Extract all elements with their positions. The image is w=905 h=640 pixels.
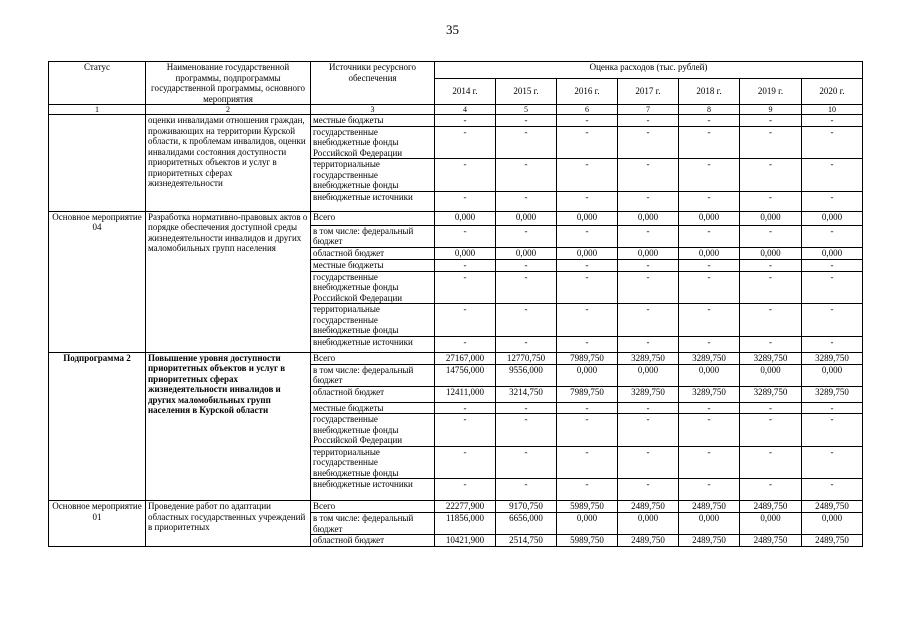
value-cell: -	[679, 402, 740, 414]
table-row	[49, 501, 863, 513]
header-year: 2019 г.	[740, 79, 802, 105]
value-cell: 0,000	[557, 364, 618, 386]
value-cell: -	[496, 259, 557, 271]
value-cell: 0,000	[557, 513, 618, 535]
value-cell: -	[679, 479, 740, 501]
value-cell: 0,000	[496, 247, 557, 259]
value-cell: 5989,750	[557, 501, 618, 513]
value-cell: 0,000	[802, 247, 863, 259]
value-cell: 0,000	[679, 513, 740, 535]
value-cell: -	[802, 225, 863, 247]
source-cell: государственные внебюджетные фонды Российской Федерации	[311, 271, 435, 304]
value-cell: -	[496, 479, 557, 501]
value-cell: 3289,750	[618, 386, 679, 402]
value-cell: 7989,750	[557, 352, 618, 364]
value-cell: 9170,750	[496, 501, 557, 513]
value-cell: -	[802, 159, 863, 192]
value-cell: 2489,750	[740, 501, 802, 513]
value-cell: -	[496, 225, 557, 247]
table-row	[49, 211, 863, 225]
value-cell: -	[679, 259, 740, 271]
value-cell: -	[679, 336, 740, 352]
value-cell: -	[679, 304, 740, 337]
value-cell: 0,000	[435, 247, 496, 259]
value-cell: -	[740, 115, 802, 127]
value-cell: -	[435, 446, 496, 479]
program-name-cell: Проведение работ по адаптации областных государственных учреждений в приоритетных	[146, 501, 311, 547]
expenditure-table	[48, 61, 863, 547]
value-cell: -	[740, 271, 802, 304]
value-cell: -	[802, 336, 863, 352]
value-cell: -	[679, 225, 740, 247]
value-cell: 0,000	[618, 211, 679, 225]
value-cell: 3214,750	[496, 386, 557, 402]
value-cell: 3289,750	[802, 352, 863, 364]
value-cell: 3289,750	[740, 352, 802, 364]
value-cell: 0,000	[802, 513, 863, 535]
header-sources: Источники ресурсного обеспечения	[311, 62, 435, 105]
value-cell: -	[496, 126, 557, 159]
value-cell: -	[435, 115, 496, 127]
value-cell: -	[435, 271, 496, 304]
source-cell: внебюджетные источники	[311, 479, 435, 501]
value-cell: -	[802, 304, 863, 337]
value-cell: -	[557, 259, 618, 271]
value-cell: -	[740, 126, 802, 159]
value-cell: -	[557, 191, 618, 211]
value-cell: -	[496, 304, 557, 337]
value-cell: -	[679, 159, 740, 192]
value-cell: -	[618, 271, 679, 304]
value-cell: -	[435, 304, 496, 337]
value-cell: -	[802, 402, 863, 414]
status-cell: Основное мероприятие 04	[49, 211, 146, 352]
value-cell: -	[557, 271, 618, 304]
value-cell: -	[618, 115, 679, 127]
value-cell: -	[618, 259, 679, 271]
value-cell: -	[740, 259, 802, 271]
value-cell: -	[557, 479, 618, 501]
value-cell: -	[496, 414, 557, 447]
value-cell: 2489,750	[802, 535, 863, 547]
column-number: 1	[49, 105, 146, 115]
value-cell: -	[740, 446, 802, 479]
value-cell: -	[435, 159, 496, 192]
value-cell: -	[802, 259, 863, 271]
value-cell: -	[679, 191, 740, 211]
status-cell	[49, 115, 146, 212]
value-cell: -	[618, 304, 679, 337]
value-cell: 0,000	[740, 513, 802, 535]
source-cell: местные бюджеты	[311, 115, 435, 127]
value-cell: -	[435, 414, 496, 447]
source-cell: областной бюджет	[311, 386, 435, 402]
value-cell: -	[740, 191, 802, 211]
value-cell: 5989,750	[557, 535, 618, 547]
value-cell: 7989,750	[557, 386, 618, 402]
value-cell: 2489,750	[618, 501, 679, 513]
value-cell: -	[496, 402, 557, 414]
value-cell: -	[496, 336, 557, 352]
value-cell: -	[557, 115, 618, 127]
value-cell: 0,000	[557, 211, 618, 225]
value-cell: 22277,900	[435, 501, 496, 513]
value-cell: -	[557, 446, 618, 479]
value-cell: -	[802, 126, 863, 159]
header-name: Наименование государственной программы, подпрограммы государственной программы, основного мероприятия	[146, 62, 311, 105]
source-cell: территориальные государственные внебюджетные фонды	[311, 446, 435, 479]
value-cell: 3289,750	[740, 386, 802, 402]
source-cell: Всего	[311, 501, 435, 513]
program-name-cell: Разработка нормативно-правовых актов о порядке обеспечения доступной среды жизнедеятельности инвалидов и других маломобильных групп населения	[146, 211, 311, 352]
source-cell: внебюджетные источники	[311, 336, 435, 352]
value-cell: 0,000	[740, 247, 802, 259]
source-cell: территориальные государственные внебюджетные фонды	[311, 304, 435, 337]
value-cell: 0,000	[679, 247, 740, 259]
value-cell: -	[435, 259, 496, 271]
value-cell: 2489,750	[740, 535, 802, 547]
value-cell: 3289,750	[618, 352, 679, 364]
value-cell: 11856,000	[435, 513, 496, 535]
header-status: Статус	[49, 62, 146, 105]
column-number: 4	[435, 105, 496, 115]
value-cell: 0,000	[618, 247, 679, 259]
value-cell: -	[557, 126, 618, 159]
value-cell: -	[802, 479, 863, 501]
value-cell: -	[618, 126, 679, 159]
program-name-cell: оценки инвалидами отношения граждан, проживающих на территории Курской области, к проблемам инвалидов, оценки инвалидами состояния доступности приоритетных объектов и услуг в приоритетных сферах жизнедеятельности	[146, 115, 311, 212]
value-cell: -	[679, 115, 740, 127]
program-name-cell: Повышение уровня доступности приоритетных объектов и услуг в приоритетных сферах жизнедеятельности инвалидов и других маломобильных групп населения в Курской области	[146, 352, 311, 501]
source-cell: в том числе: федеральный бюджет	[311, 364, 435, 386]
value-cell: -	[679, 126, 740, 159]
value-cell: -	[802, 191, 863, 211]
source-cell: государственные внебюджетные фонды Российской Федерации	[311, 414, 435, 447]
column-number: 7	[618, 105, 679, 115]
value-cell: -	[618, 402, 679, 414]
value-cell: -	[435, 479, 496, 501]
column-number: 5	[496, 105, 557, 115]
value-cell: -	[435, 126, 496, 159]
header-estimate: Оценка расходов (тыс. рублей)	[435, 62, 863, 79]
value-cell: -	[618, 446, 679, 479]
value-cell: -	[496, 115, 557, 127]
value-cell: 0,000	[435, 211, 496, 225]
source-cell: государственные внебюджетные фонды Российской Федерации	[311, 126, 435, 159]
value-cell: -	[740, 225, 802, 247]
value-cell: -	[740, 479, 802, 501]
value-cell: 14756,000	[435, 364, 496, 386]
value-cell: -	[740, 414, 802, 447]
value-cell: -	[557, 225, 618, 247]
value-cell: 2489,750	[618, 535, 679, 547]
value-cell: 12411,000	[435, 386, 496, 402]
value-cell: -	[740, 336, 802, 352]
value-cell: -	[435, 336, 496, 352]
value-cell: 3289,750	[679, 352, 740, 364]
value-cell: -	[435, 225, 496, 247]
value-cell: -	[496, 271, 557, 304]
value-cell: 0,000	[802, 211, 863, 225]
value-cell: -	[802, 115, 863, 127]
source-cell: областной бюджет	[311, 535, 435, 547]
value-cell: -	[802, 414, 863, 447]
header-year: 2020 г.	[802, 79, 863, 105]
header-year: 2018 г.	[679, 79, 740, 105]
table-row	[49, 115, 863, 127]
value-cell: -	[740, 304, 802, 337]
column-number: 3	[311, 105, 435, 115]
value-cell: 2514,750	[496, 535, 557, 547]
value-cell: -	[557, 336, 618, 352]
value-cell: 12770,750	[496, 352, 557, 364]
value-cell: -	[679, 271, 740, 304]
source-cell: территориальные государственные внебюджетные фонды	[311, 159, 435, 192]
value-cell: 6656,000	[496, 513, 557, 535]
value-cell: 3289,750	[679, 386, 740, 402]
table-row	[49, 352, 863, 364]
value-cell: 0,000	[679, 364, 740, 386]
value-cell: -	[618, 336, 679, 352]
column-number: 6	[557, 105, 618, 115]
value-cell: -	[740, 159, 802, 192]
column-number: 8	[679, 105, 740, 115]
column-number: 10	[802, 105, 863, 115]
value-cell: -	[557, 402, 618, 414]
source-cell: местные бюджеты	[311, 402, 435, 414]
value-cell: -	[618, 414, 679, 447]
value-cell: 2489,750	[679, 535, 740, 547]
value-cell: -	[618, 159, 679, 192]
column-number: 2	[146, 105, 311, 115]
value-cell: -	[496, 159, 557, 192]
value-cell: 10421,900	[435, 535, 496, 547]
header-year: 2014 г.	[435, 79, 496, 105]
value-cell: -	[496, 191, 557, 211]
value-cell: -	[557, 304, 618, 337]
status-cell: Подпрограмма 2	[49, 352, 146, 501]
status-cell: Основное мероприятие 01	[49, 501, 146, 547]
value-cell: -	[802, 271, 863, 304]
header-year: 2016 г.	[557, 79, 618, 105]
value-cell: 2489,750	[679, 501, 740, 513]
value-cell: 9556,000	[496, 364, 557, 386]
header-year: 2015 г.	[496, 79, 557, 105]
value-cell: 0,000	[740, 364, 802, 386]
value-cell: -	[435, 402, 496, 414]
value-cell: 27167,000	[435, 352, 496, 364]
page-number: 35	[446, 22, 459, 37]
value-cell: 0,000	[618, 513, 679, 535]
value-cell: -	[740, 402, 802, 414]
value-cell: 0,000	[740, 211, 802, 225]
value-cell: 0,000	[802, 364, 863, 386]
value-cell: 0,000	[557, 247, 618, 259]
source-cell: местные бюджеты	[311, 259, 435, 271]
source-cell: внебюджетные источники	[311, 191, 435, 211]
column-number: 9	[740, 105, 802, 115]
value-cell: 0,000	[496, 211, 557, 225]
value-cell: -	[618, 225, 679, 247]
value-cell: -	[679, 446, 740, 479]
value-cell: -	[557, 414, 618, 447]
value-cell: 3289,750	[802, 386, 863, 402]
source-cell: Всего	[311, 211, 435, 225]
value-cell: -	[618, 479, 679, 501]
source-cell: областной бюджет	[311, 247, 435, 259]
header-year: 2017 г.	[618, 79, 679, 105]
value-cell: -	[679, 414, 740, 447]
value-cell: -	[435, 191, 496, 211]
source-cell: в том числе: федеральный бюджет	[311, 225, 435, 247]
value-cell: -	[496, 446, 557, 479]
source-cell: Всего	[311, 352, 435, 364]
source-cell: в том числе: федеральный бюджет	[311, 513, 435, 535]
value-cell: 2489,750	[802, 501, 863, 513]
value-cell: -	[618, 191, 679, 211]
value-cell: 0,000	[679, 211, 740, 225]
value-cell: 0,000	[618, 364, 679, 386]
value-cell: -	[802, 446, 863, 479]
value-cell: -	[557, 159, 618, 192]
